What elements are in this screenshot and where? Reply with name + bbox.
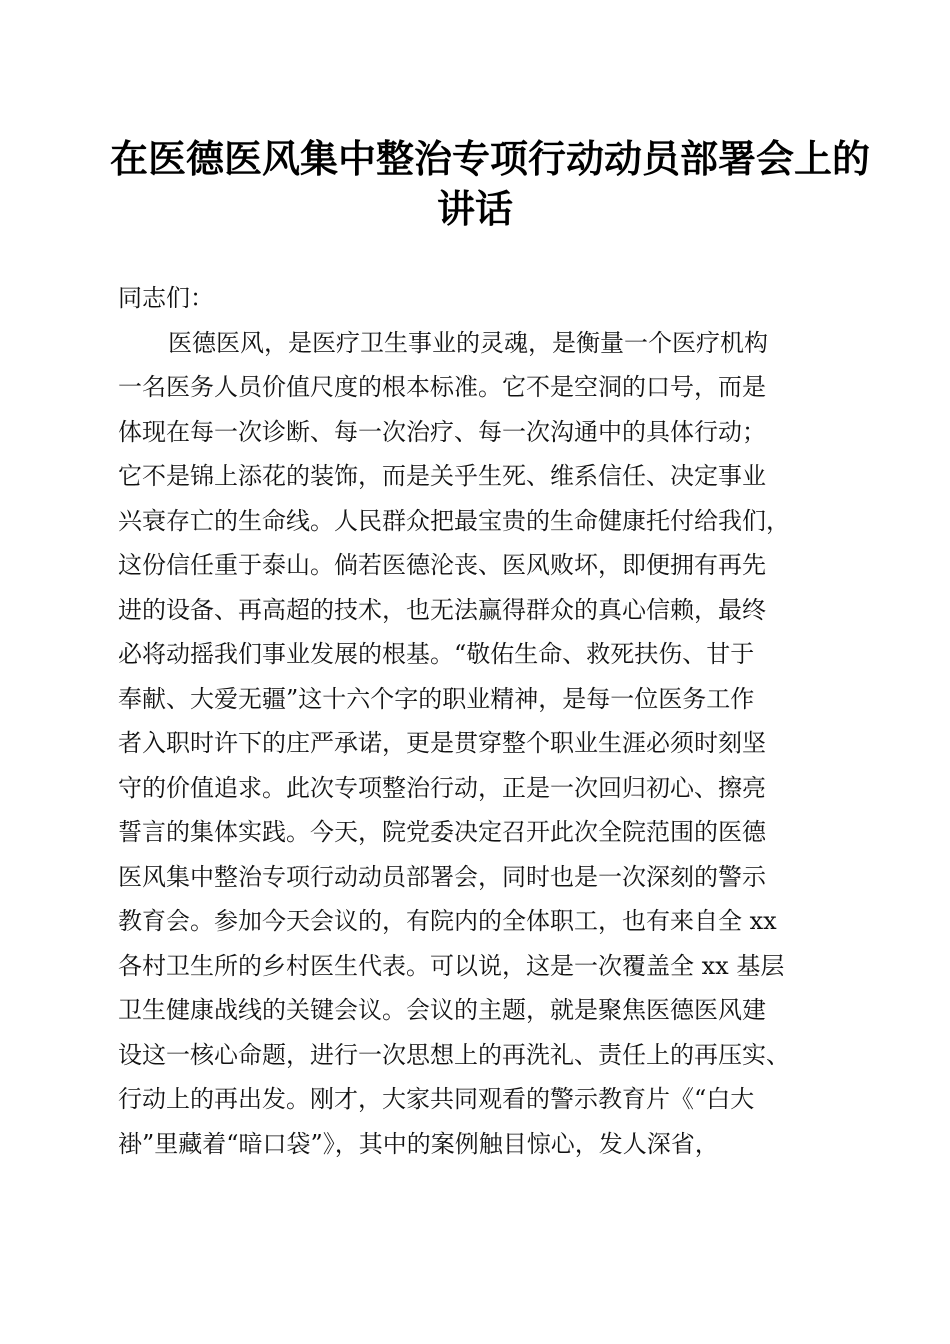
paragraph-line: 它不是锦上添花的装饰，而是关乎生死、维系信任、决定事业 — [118, 462, 766, 490]
paragraph-line: 必将动摇我们事业发展的根基。“敬佑生命、救死扶伤、甘于 — [118, 640, 755, 668]
document-title — [110, 134, 871, 234]
paragraph-line: 守的价值追求。此次专项整治行动，正是一次回归初心、擦亮 — [118, 773, 766, 802]
paragraph-line: 设这一核心命题，进行一次思想上的再洗礼、责任上的再压实、 — [118, 1040, 790, 1069]
paragraph-line: 一名医务人员价值尺度的根本标准。它不是空洞的口号，而是 — [118, 373, 766, 401]
paragraph-line: 进的设备、再高超的技术，也无法赢得群众的真心信赖，最终 — [118, 595, 766, 624]
paragraph-line: 各村卫生所的乡村医生代表。可以说，这是一次覆盖全 xx 基层 — [118, 951, 785, 980]
paragraph-line: 者入职时许下的庄严承诺，更是贯穿整个职业生涯必须时刻坚 — [118, 729, 766, 757]
paragraph-line: 卫生健康战线的关键会议。会议的主题，就是聚焦医德医风建 — [118, 996, 766, 1024]
title-line: 在医德医风集中整治专项行动动员部署会上的 — [110, 136, 871, 181]
paragraph-line: 医风集中整治专项行动动员部署会，同时也是一次深刻的警示 — [118, 862, 766, 891]
title-line: 讲话 — [436, 186, 513, 231]
paragraph-line: 褂”里藏着“暗口袋”》，其中的案例触目惊心，发人深省， — [118, 1129, 719, 1158]
paragraph-line: 这份信任重于泰山。倘若医德沦丧、医风败坏，即便拥有再先 — [118, 551, 766, 579]
salutation: 同志们： — [118, 284, 214, 312]
paragraph-line: 体现在每一次诊断、每一次治疗、每一次沟通中的具体行动； — [118, 417, 766, 446]
paragraph-line: 誓言的集体实践。今天，院党委决定召开此次全院范围的医德 — [118, 818, 766, 846]
paragraph-line: 行动上的再出发。刚才，大家共同观看的警示教育片《“白大 — [118, 1085, 755, 1113]
paragraph-line: 教育会。参加今天会议的，有院内的全体职工，也有来自全 xx — [118, 907, 777, 935]
paragraph-line: 兴衰存亡的生命线。人民群众把最宝贵的生命健康托付给我们， — [118, 506, 790, 535]
paragraph-line: 奉献、大爱无疆”这十六个字的职业精神，是每一位医务工作 — [118, 684, 755, 713]
document-body — [118, 276, 848, 1166]
paragraph-line: 医德医风，是医疗卫生事业的灵魂，是衡量一个医疗机构 — [168, 328, 768, 357]
